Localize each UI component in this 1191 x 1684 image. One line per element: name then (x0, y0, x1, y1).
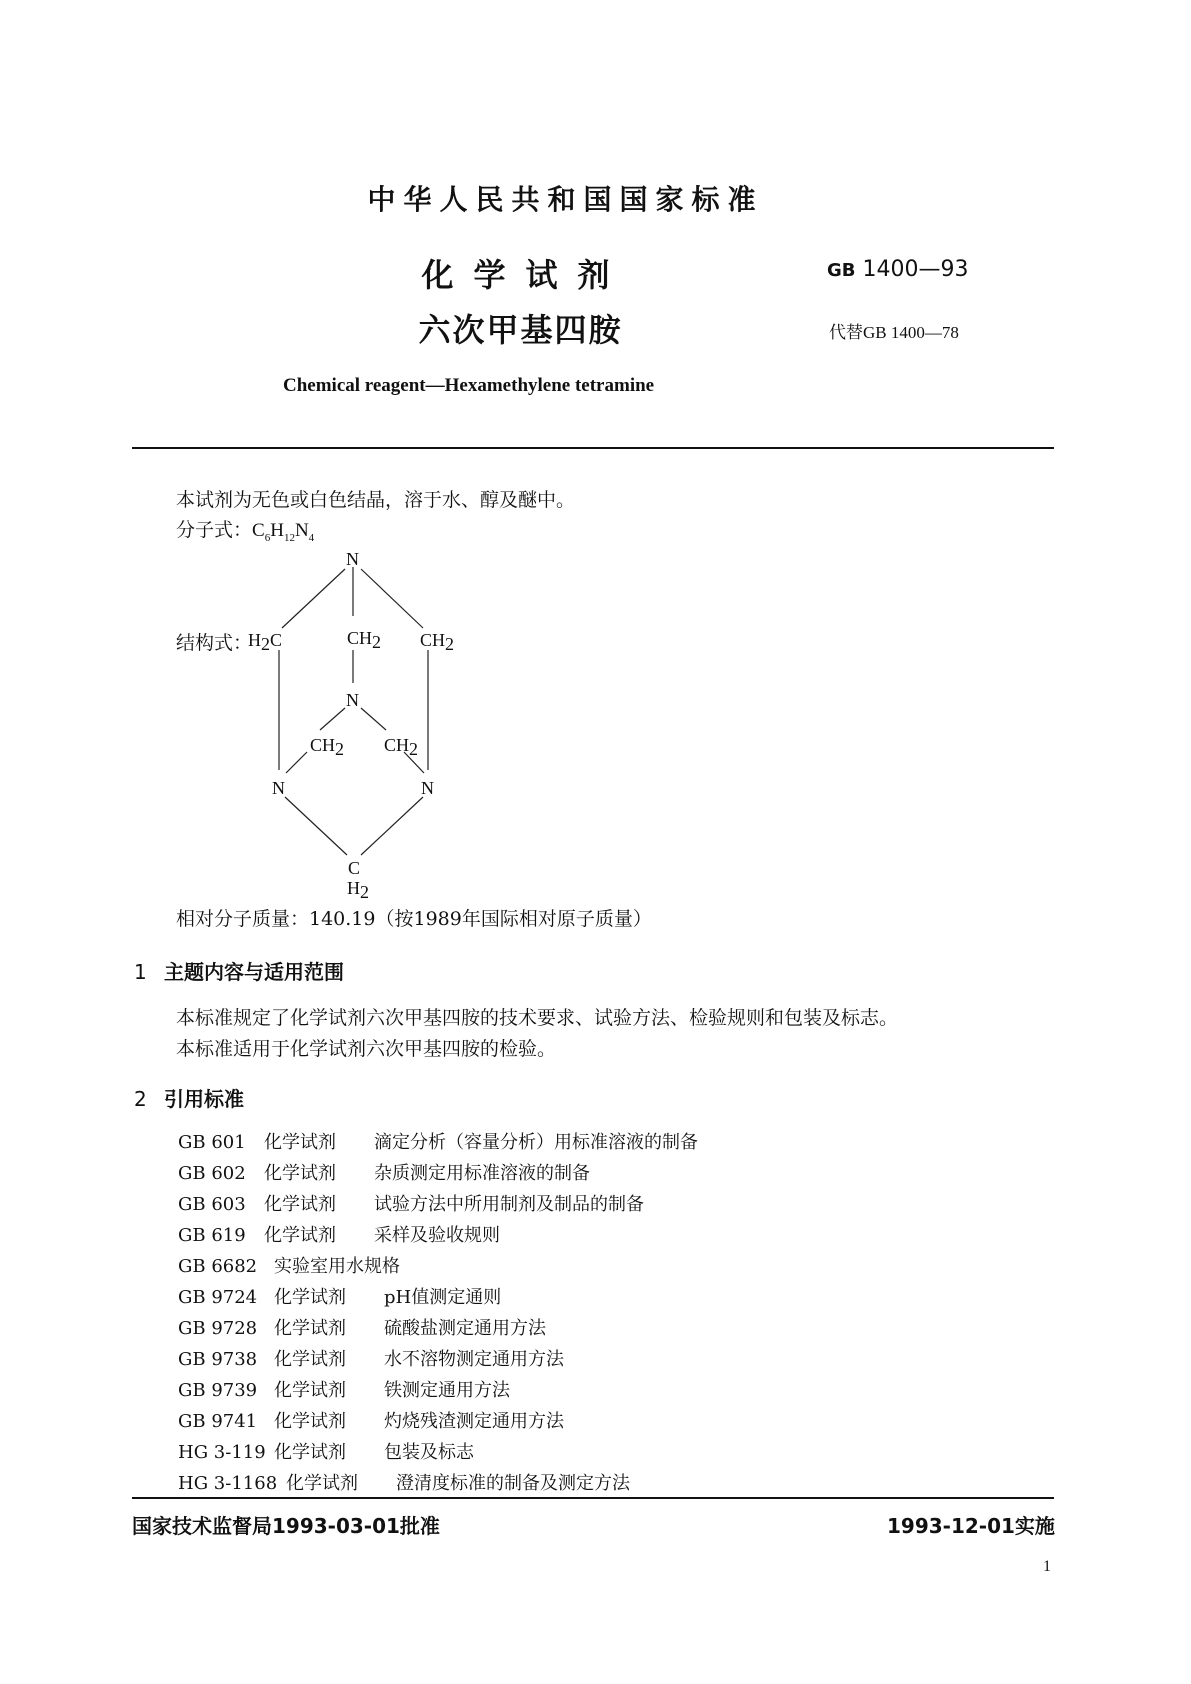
reference-title: 水不溶物测定通用方法 (384, 1349, 564, 1370)
section-title: 主题内容与适用范围 (164, 960, 344, 984)
reference-row (178, 1376, 510, 1402)
formula-n-sub: 4 (308, 531, 315, 544)
reference-code: GB 6682 (178, 1256, 258, 1277)
formula-c: C (252, 520, 265, 541)
reference-category: 化学试剂 (264, 1225, 336, 1246)
bond-lines (279, 567, 428, 855)
section-1-paragraph: 本标准规定了化学试剂六次甲基四胺的技术要求、试验方法、检验规则和包装及标志。 (176, 1007, 899, 1029)
reference-code: GB 601 (178, 1132, 246, 1153)
atom-ch2-lower-right (384, 735, 418, 759)
reference-category: 化学试剂 (274, 1349, 346, 1370)
section-1-paragraph: 本标准适用于化学试剂六次甲基四胺的检验。 (176, 1038, 557, 1060)
reference-row (178, 1190, 644, 1216)
reference-category: 化学试剂 (274, 1318, 346, 1339)
reference-row (178, 1252, 400, 1278)
reference-title: 实验室用水规格 (274, 1256, 400, 1277)
reference-category: 化学试剂 (274, 1411, 346, 1432)
atom-h: H (248, 630, 261, 650)
bond (361, 708, 386, 730)
reference-code: GB 619 (178, 1225, 246, 1246)
atom-ch: CH (310, 735, 336, 755)
reference-category: 化学试剂 (264, 1163, 336, 1184)
section-1-heading (134, 956, 344, 985)
reference-category: 化学试剂 (264, 1132, 336, 1153)
reference-title: pH值测定通则 (384, 1287, 502, 1308)
subscript-2: 2 (372, 632, 382, 652)
approval-date: 国家技术监督局1993-03-01批准 (132, 1514, 440, 1538)
atom-n-top: N (346, 549, 359, 569)
formula-h: H (270, 520, 284, 541)
atom-h2-bottom (347, 878, 369, 902)
atom-ch: CH (347, 628, 373, 648)
reference-code: GB 9724 (178, 1287, 258, 1308)
reference-code: HG 3-119 (178, 1442, 266, 1463)
subscript-2: 2 (360, 882, 369, 902)
atom-c: C (270, 630, 283, 650)
reference-title: 包装及标志 (384, 1442, 474, 1463)
implementation-date: 1993-12-01实施 (887, 1514, 1055, 1538)
atom-ch2-right (420, 630, 454, 654)
reference-title: 杂质测定用标准溶液的制备 (374, 1163, 590, 1184)
reference-code: HG 3-1168 (178, 1473, 278, 1494)
bond (286, 752, 307, 773)
atom-n-right: N (421, 778, 434, 798)
atom-n-left: N (272, 778, 285, 798)
reference-code: GB 603 (178, 1194, 246, 1215)
structure-label: 结构式： (176, 632, 253, 654)
reference-row (178, 1128, 698, 1154)
atom-h: H (347, 878, 360, 898)
replaces-note: 代替GB 1400—78 (829, 323, 959, 342)
reference-title: 硫酸盐测定通用方法 (384, 1318, 546, 1339)
section-number: 2 (134, 1087, 147, 1111)
reference-category: 化学试剂 (264, 1194, 336, 1215)
reference-row (178, 1159, 590, 1185)
section-title: 引用标准 (164, 1087, 244, 1111)
atom-n-middle: N (346, 690, 359, 710)
reference-row (178, 1407, 564, 1433)
subscript-2: 2 (445, 634, 455, 654)
reference-title: 试验方法中所用制剂及制品的制备 (374, 1194, 644, 1215)
atom-ch: CH (420, 630, 446, 650)
reference-row (178, 1345, 564, 1371)
gb-number: 1400—93 (862, 257, 969, 282)
title-line-2: 六次甲基四胺 (418, 311, 623, 349)
reference-row (178, 1314, 546, 1340)
bond (282, 569, 345, 628)
reference-category: 化学试剂 (274, 1442, 346, 1463)
formula-h-sub: 12 (283, 531, 295, 544)
gb-prefix: GB (827, 260, 856, 281)
national-standard-heading: 中华人民共和国国家标准 (367, 183, 764, 216)
reference-title: 澄清度标准的制备及测定方法 (396, 1473, 630, 1494)
subscript-2: 2 (335, 739, 345, 759)
bond (285, 797, 347, 855)
reference-title: 铁测定通用方法 (384, 1380, 510, 1401)
subscript-2: 2 (261, 634, 270, 654)
reference-title: 滴定分析（容量分析）用标准溶液的制备 (374, 1132, 698, 1153)
section-number: 1 (134, 960, 147, 984)
reference-row (178, 1221, 500, 1247)
reference-code: GB 602 (178, 1163, 246, 1184)
description: 本试剂为无色或白色结晶，溶于水、醇及醚中。 (176, 489, 576, 511)
formula-n: N (294, 520, 309, 541)
formula-c-sub: 6 (264, 531, 271, 544)
reference-row (178, 1469, 630, 1495)
atom-h2c-left (248, 630, 282, 654)
reference-code: GB 9741 (178, 1411, 258, 1432)
bond (361, 569, 423, 628)
footer-divider (132, 1497, 1054, 1499)
bond (320, 708, 345, 730)
english-title: Chemical reagent—Hexamethylene tetramine (283, 375, 655, 396)
bond (361, 797, 423, 855)
reference-row (178, 1438, 474, 1464)
reference-title: 采样及验收规则 (374, 1225, 500, 1246)
reference-row (178, 1283, 501, 1309)
reference-category: 化学试剂 (274, 1380, 346, 1401)
reference-title: 灼烧残渣测定通用方法 (384, 1411, 564, 1432)
atom-ch2-center (347, 628, 381, 652)
title-line-1: 化学试剂 (421, 256, 630, 294)
atom-ch2-lower-left (310, 735, 344, 759)
reference-code: GB 9739 (178, 1380, 258, 1401)
reference-code: GB 9728 (178, 1318, 258, 1339)
formula-label: 分子式： (176, 519, 253, 541)
molar-mass: 相对分子质量：140.19（按1989年国际相对原子质量） (176, 908, 652, 930)
atom-ch: CH (384, 735, 410, 755)
subscript-2: 2 (409, 739, 419, 759)
reference-code: GB 9738 (178, 1349, 258, 1370)
page-number: 1 (1043, 1558, 1051, 1575)
reference-category: 化学试剂 (274, 1287, 346, 1308)
reference-category: 化学试剂 (286, 1473, 358, 1494)
section-2-heading (134, 1083, 244, 1112)
atom-c-bottom: C (348, 858, 361, 878)
